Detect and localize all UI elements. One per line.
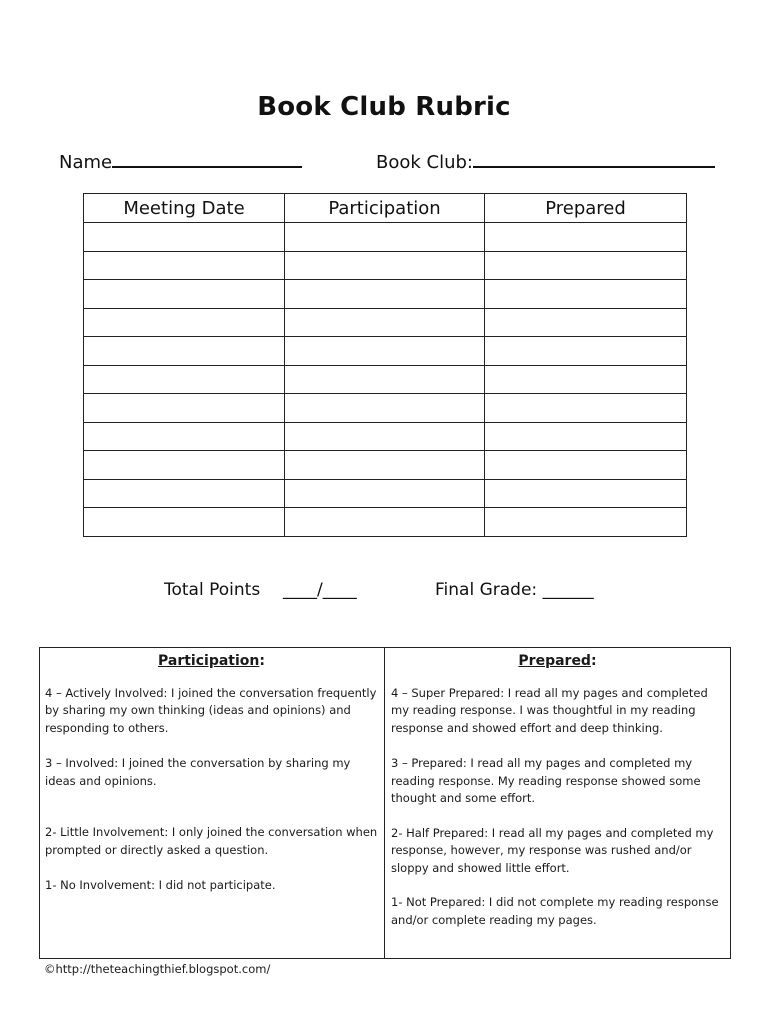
table-header-row [84, 194, 687, 223]
participation-cell[interactable] [285, 451, 485, 480]
participation-cell[interactable] [285, 394, 485, 423]
participation-heading [45, 653, 378, 671]
table-row [84, 251, 687, 280]
participation-cell[interactable] [285, 308, 485, 337]
meeting-date-cell[interactable] [84, 451, 285, 480]
name-blank-line[interactable] [112, 150, 302, 168]
prepared-heading-text: Prepared [518, 653, 591, 669]
table-row [84, 508, 687, 537]
final-grade-label: Final Grade: [435, 580, 538, 600]
copyright-url[interactable]: ©http://theteachingthief.blogspot.com/ [44, 962, 271, 976]
prepared-heading-colon: : [590, 653, 597, 669]
name-label: Name [59, 152, 113, 173]
participation-cell[interactable] [285, 508, 485, 537]
meeting-date-cell[interactable] [84, 223, 285, 252]
prepared-cell[interactable] [485, 451, 687, 480]
meeting-date-cell[interactable] [84, 394, 285, 423]
prepared-level-2: 2- Half Prepared: I read all my pages and completed my response, however, my response was rushed and/or sloppy and showed little effort. [391, 825, 714, 875]
total-points [164, 580, 357, 600]
table-row [84, 479, 687, 508]
meeting-date-cell[interactable] [84, 365, 285, 394]
prepared-cell[interactable] [485, 223, 687, 252]
book-club-label: Book Club: [376, 152, 473, 173]
page-title: Book Club Rubric [257, 92, 511, 122]
participation-cell[interactable] [285, 479, 485, 508]
book-club-field[interactable] [376, 150, 715, 173]
book-club-blank-line[interactable] [473, 150, 715, 168]
meeting-date-cell[interactable] [84, 508, 285, 537]
meeting-date-cell[interactable] [84, 251, 285, 280]
table-row [84, 422, 687, 451]
prepared-column [385, 648, 730, 958]
participation-level-2: 2- Little Involvement: I only joined the conversation when prompted or directly asked a question. [45, 825, 378, 857]
table-row [84, 337, 687, 366]
prepared-cell[interactable] [485, 280, 687, 309]
participation-cell[interactable] [285, 223, 485, 252]
table-row [84, 365, 687, 394]
prepared-cell[interactable] [485, 508, 687, 537]
column-header-meeting-date: Meeting Date [84, 194, 285, 223]
name-field[interactable] [59, 150, 302, 173]
meeting-date-cell[interactable] [84, 308, 285, 337]
prepared-level-1: 1- Not Prepared: I did not complete my reading response and/or complete reading my pages. [391, 895, 719, 927]
table-body [84, 223, 687, 537]
meeting-date-cell[interactable] [84, 280, 285, 309]
prepared-level-3: 3 – Prepared: I read all my pages and completed my reading response. My reading response showed some thought and some effort. [391, 756, 701, 805]
prepared-cell[interactable] [485, 394, 687, 423]
prepared-cell[interactable] [485, 422, 687, 451]
total-points-label: Total Points [164, 580, 261, 600]
total-points-blank[interactable]: ____/____ [283, 580, 357, 600]
prepared-cell[interactable] [485, 365, 687, 394]
rubric-box [39, 647, 731, 959]
participation-level-3: 3 – Involved: I joined the conversation by sharing my ideas and opinions. [45, 756, 351, 788]
meeting-date-cell[interactable] [84, 422, 285, 451]
final-grade-blank[interactable]: ______ [542, 580, 594, 600]
participation-column [40, 648, 385, 958]
column-header-participation: Participation [285, 194, 485, 223]
table-row [84, 223, 687, 252]
table-row [84, 451, 687, 480]
table-row [84, 280, 687, 309]
meeting-log-table [83, 193, 687, 537]
prepared-heading [391, 653, 724, 671]
participation-cell[interactable] [285, 422, 485, 451]
participation-cell[interactable] [285, 251, 485, 280]
participation-cell[interactable] [285, 365, 485, 394]
participation-cell[interactable] [285, 337, 485, 366]
prepared-cell[interactable] [485, 337, 687, 366]
table-row [84, 394, 687, 423]
final-grade [435, 580, 594, 600]
prepared-cell[interactable] [485, 308, 687, 337]
meeting-date-cell[interactable] [84, 337, 285, 366]
participation-heading-text: Participation [158, 653, 260, 669]
column-header-prepared: Prepared [485, 194, 687, 223]
prepared-cell[interactable] [485, 251, 687, 280]
table-row [84, 308, 687, 337]
prepared-cell[interactable] [485, 479, 687, 508]
meeting-date-cell[interactable] [84, 479, 285, 508]
participation-cell[interactable] [285, 280, 485, 309]
participation-level-4: 4 – Actively Involved: I joined the conversation frequently by sharing my own thinking (ideas and opinions) and responding to others. [45, 685, 377, 735]
prepared-level-4: 4 – Super Prepared: I read all my pages and completed my reading response. I was thoughtful in my reading response and showed effort and deep thinking. [391, 685, 708, 735]
participation-level-1: 1- No Involvement: I did not participate. [45, 878, 276, 892]
participation-heading-colon: : [259, 653, 265, 669]
